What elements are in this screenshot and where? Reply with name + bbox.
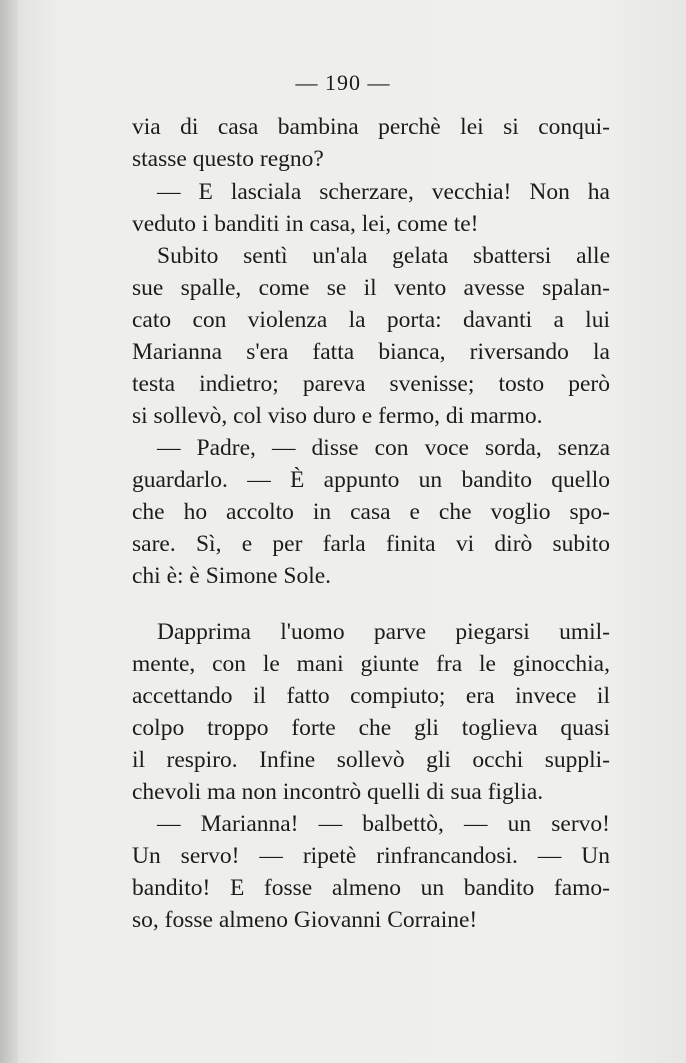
text-line: colpo troppo forte che gli toglieva quasi [132, 715, 610, 741]
text-line: stasse questo regno? [132, 146, 324, 172]
text-line: guardarlo. — È appunto un bandito quello [132, 467, 610, 493]
text-line: il respiro. Infine sollevò gli occhi suppli- [132, 747, 610, 773]
text-line: via di casa bambina perchè lei si conqui- [132, 114, 610, 140]
text-line: sue spalle, come se il vento avesse spalan- [132, 275, 610, 301]
text-line: si sollevò, col viso duro e fermo, di marmo. [132, 403, 543, 429]
text-line: veduto i banditi in casa, lei, come te! [132, 211, 479, 237]
text-line: Dapprima l'uomo parve piegarsi umil- [157, 619, 610, 645]
text-line: — Padre, — disse con voce sorda, senza [157, 435, 610, 461]
page-gutter [0, 0, 18, 1063]
text-line: — E lasciala scherzare, vecchia! Non ha [157, 179, 610, 205]
page-number: — 190 — [295, 70, 391, 95]
text-line: Un servo! — ripetè rinfrancandosi. — Un [132, 843, 610, 869]
text-line: chi è: è Simone Sole. [132, 563, 332, 589]
text-line: — Marianna! — balbettò, — un servo! [157, 811, 610, 837]
text-line: so, fosse almeno Giovanni Corraine! [132, 907, 478, 933]
text-line: Marianna s'era fatta bianca, riversando la [132, 339, 610, 365]
text-line: testa indietro; pareva svenisse; tosto però [132, 371, 610, 397]
text-line: che ho accolto in casa e che voglio spo- [132, 499, 610, 525]
text-line: mente, con le mani giunte fra le ginocchia, [132, 651, 610, 677]
text-line: accettando il fatto compiuto; era invece il [132, 683, 610, 709]
text-line: cato con violenza la porta: davanti a lui [132, 307, 610, 333]
text-line: Subito sentì un'ala gelata sbattersi alle [157, 243, 610, 269]
text-line: chevoli ma non incontrò quelli di sua figlia. [132, 779, 544, 805]
text-line: bandito! E fosse almeno un bandito famo- [132, 875, 610, 901]
text-line: sare. Sì, e per farla finita vi dirò subito [132, 531, 610, 557]
